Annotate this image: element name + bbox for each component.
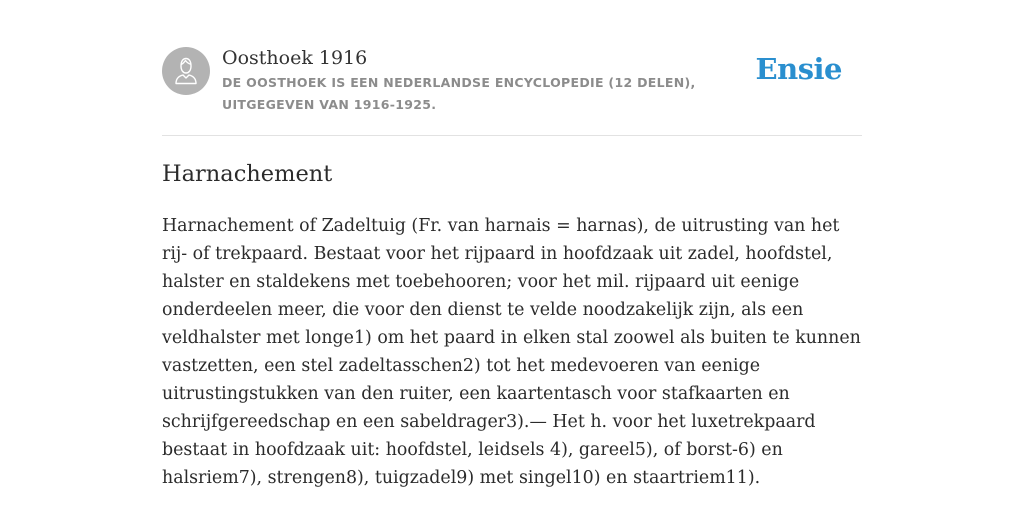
header-divider bbox=[162, 135, 862, 136]
source-description: DE OOSTHOEK IS EEN NEDERLANDSE ENCYCLOPEDIE (12 DELEN), UITGEGEVEN VAN 1916-1925. bbox=[222, 75, 696, 112]
source-header bbox=[162, 47, 862, 117]
entry-title: Harnachement bbox=[162, 161, 333, 187]
user-avatar-icon[interactable] bbox=[162, 47, 210, 95]
source-title[interactable]: Oosthoek 1916 bbox=[222, 47, 368, 69]
entry-body: Harnachement of Zadeltuig (Fr. van harnais = harnas), de uitrusting van het rij- of trekpaard. Bestaat voor het rijpaard in hoofdzaak uit zadel, hoofdstel, halster en staldekens met toebehooren; voor het mil. rijpaard uit eenige onderdeelen meer, die voor den dienst te velde noodzakelijk zijn, als een veldhalster met longe1) om het paard in elken stal zoowel als buiten te kunnen vastzetten, een stel zadeltasschen2) tot het medevoeren van eenige uitrustingstukken van den ruiter, een kaartentasch voor stafkaarten en schrijfgereedschap en een sabeldrager3).— Het h. voor het luxetrekpaard bestaat in hoofdzaak uit: hoofdstel, leidsels 4), gareel5), of borst-6) en halsriem7), strengen8), tuigzadel9) met singel10) en staartriem11). bbox=[162, 216, 861, 488]
page-content bbox=[162, 0, 862, 512]
brand-logo[interactable]: Ensie bbox=[755, 52, 842, 86]
